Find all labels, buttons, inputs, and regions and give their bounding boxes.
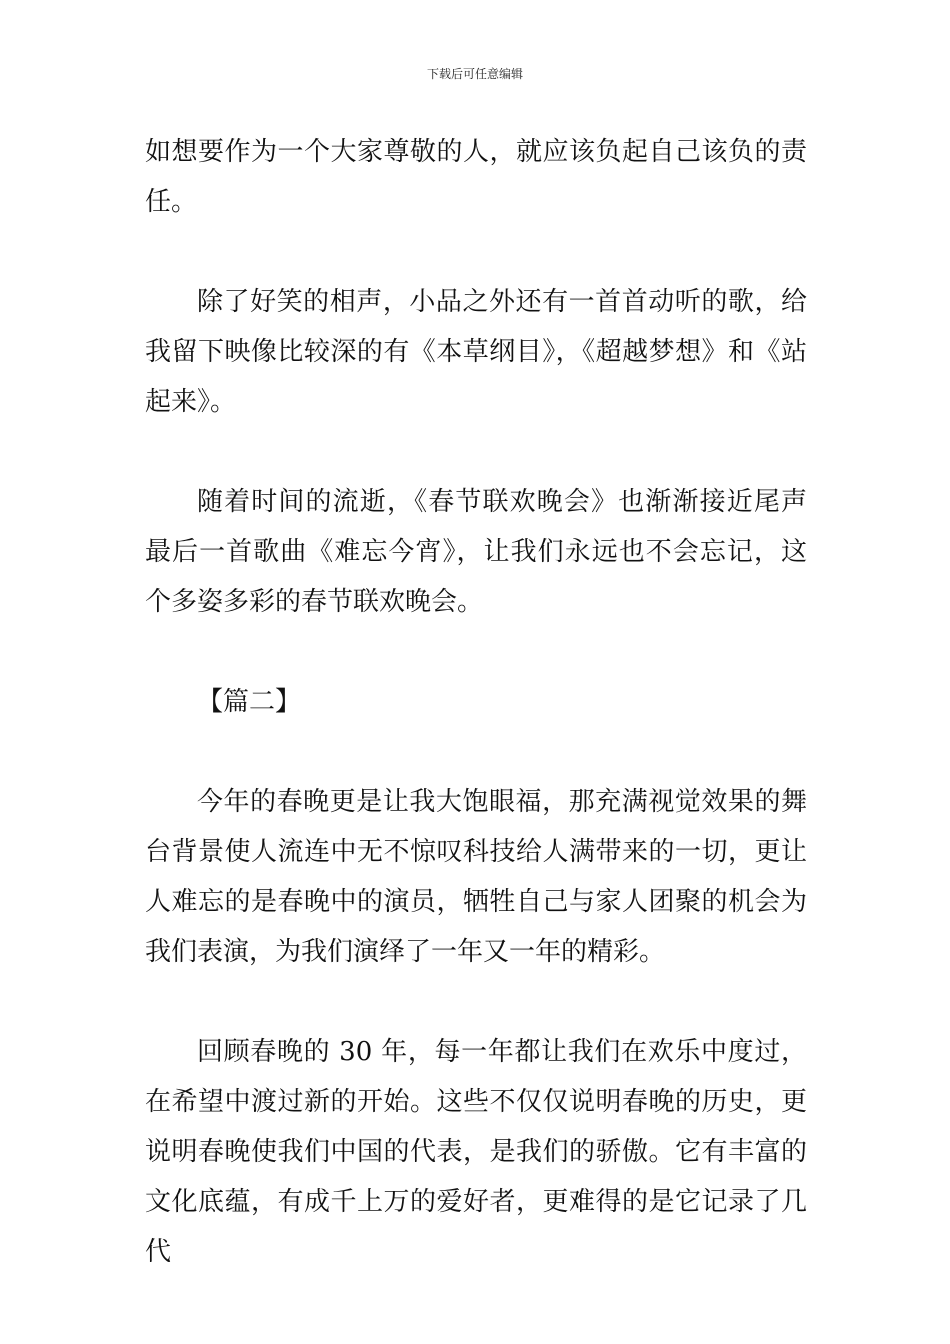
document-body <box>145 127 807 1277</box>
section-heading: 【篇二】 <box>197 687 302 717</box>
paragraph-stage: 今年的春晚更是让我大饱眼福，那充满视觉效果的舞台背景使人流连中无不惊叹科技给人满带来的一切，更让人难忘的是春晚中的演员，牺牲自己与家人团聚的机会为我们表演，为我们演绎了一年又一年的精彩。 <box>145 787 807 967</box>
paragraph-continuation: 如想要作为一个大家尊敬的人，就应该负起自己该负的责任。 <box>145 137 807 217</box>
paragraph-gap <box>145 227 807 277</box>
paragraph-gap <box>145 627 807 677</box>
paragraph-ending: 随着时间的流逝，《春节联欢晚会》也渐渐接近尾声最后一首歌曲《难忘今宵》，让我们永远也不会忘记，这个多姿多彩的春节联欢晚会。 <box>145 487 807 617</box>
paragraph-gap <box>145 977 807 1027</box>
paragraph-songs: 除了好笑的相声，小品之外还有一首首动听的歌，给我留下映像比较深的有《本草纲目》，《超越梦想》和《站起来》。 <box>145 287 807 417</box>
paragraph-gap <box>145 727 807 777</box>
paragraph-gap <box>145 427 807 477</box>
paragraph-review: 回顾春晚的 30 年，每一年都让我们在欢乐中度过，在希望中渡过新的开始。这些不仅仅说明春晚的历史，更说明春晚使我们中国的代表，是我们的骄傲。它有丰富的文化底蕴，有成千上万的爱好者，更难得的是它记录了几代 <box>145 1037 807 1267</box>
header-note: 下载后可任意编辑 <box>426 67 523 81</box>
